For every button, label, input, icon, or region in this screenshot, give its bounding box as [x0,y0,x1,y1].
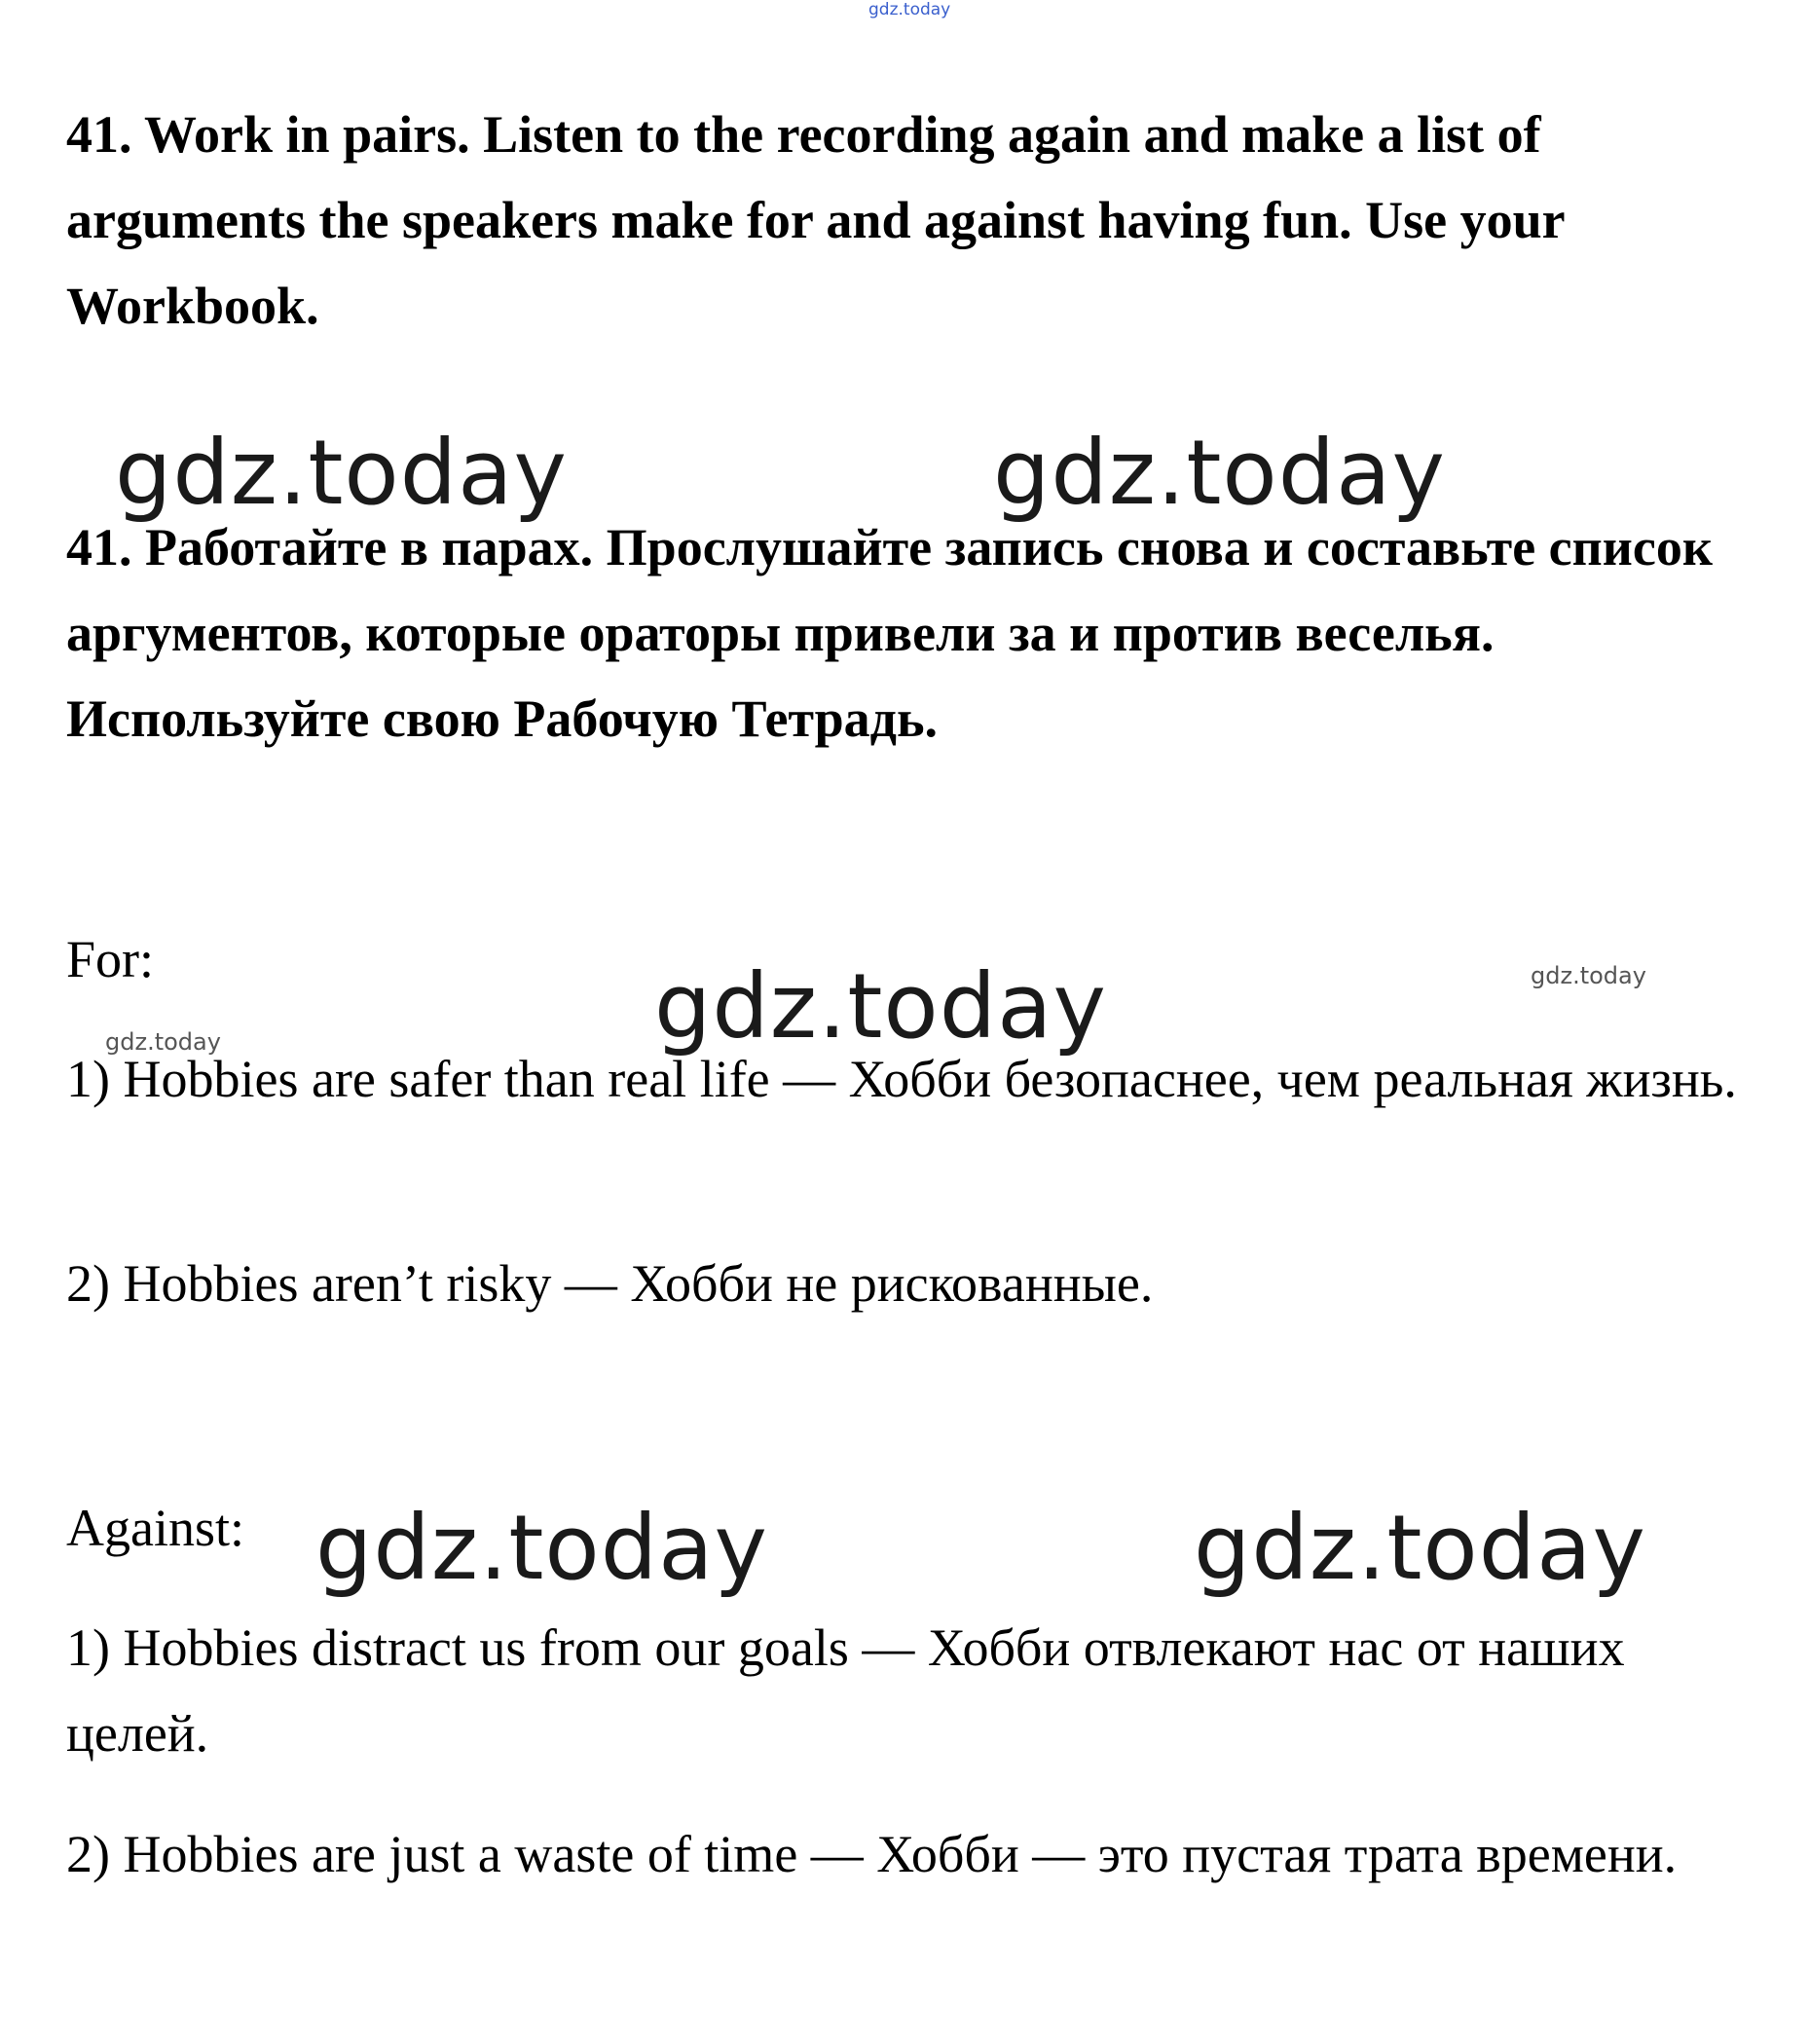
watermark-large: gdz.today [315,1496,768,1600]
watermark-small: gdz.today [105,1028,221,1056]
watermark-large: gdz.today [1194,1496,1646,1600]
watermark-small: gdz.today [1531,962,1646,989]
against-item-2: 2) Hobbies are just a waste of time — Хобби — это пустая трата времени. [66,1825,1678,1883]
watermark-large: gdz.today [654,954,1107,1059]
watermark-top: gdz.today [868,0,951,19]
task-english: 41. Work in pairs. Listen to the recording again and make a list of arguments the speakers make for and against having fun. Use your Workbook. [66,105,1565,335]
against-label: Against: [66,1499,244,1557]
against-item-1: 1) Hobbies distract us from our goals — Хобби отвлекают нас от наших целей. [66,1618,1625,1763]
for-item-1: 1) Hobbies are safer than real life — Хобби безопаснее, чем реальная жизнь. [66,1050,1737,1108]
task-russian: 41. Работайте в парах. Прослушайте запись снова и составьте список аргументов, которые ораторы привели за и против веселья. Используйте свою Рабочую Тетрадь. [66,518,1713,748]
watermark-large: gdz.today [115,421,568,525]
for-item-2: 2) Hobbies aren’t risky — Хобби не рискованные. [66,1254,1154,1313]
watermark-large: gdz.today [993,421,1446,525]
for-label: For: [66,930,155,988]
